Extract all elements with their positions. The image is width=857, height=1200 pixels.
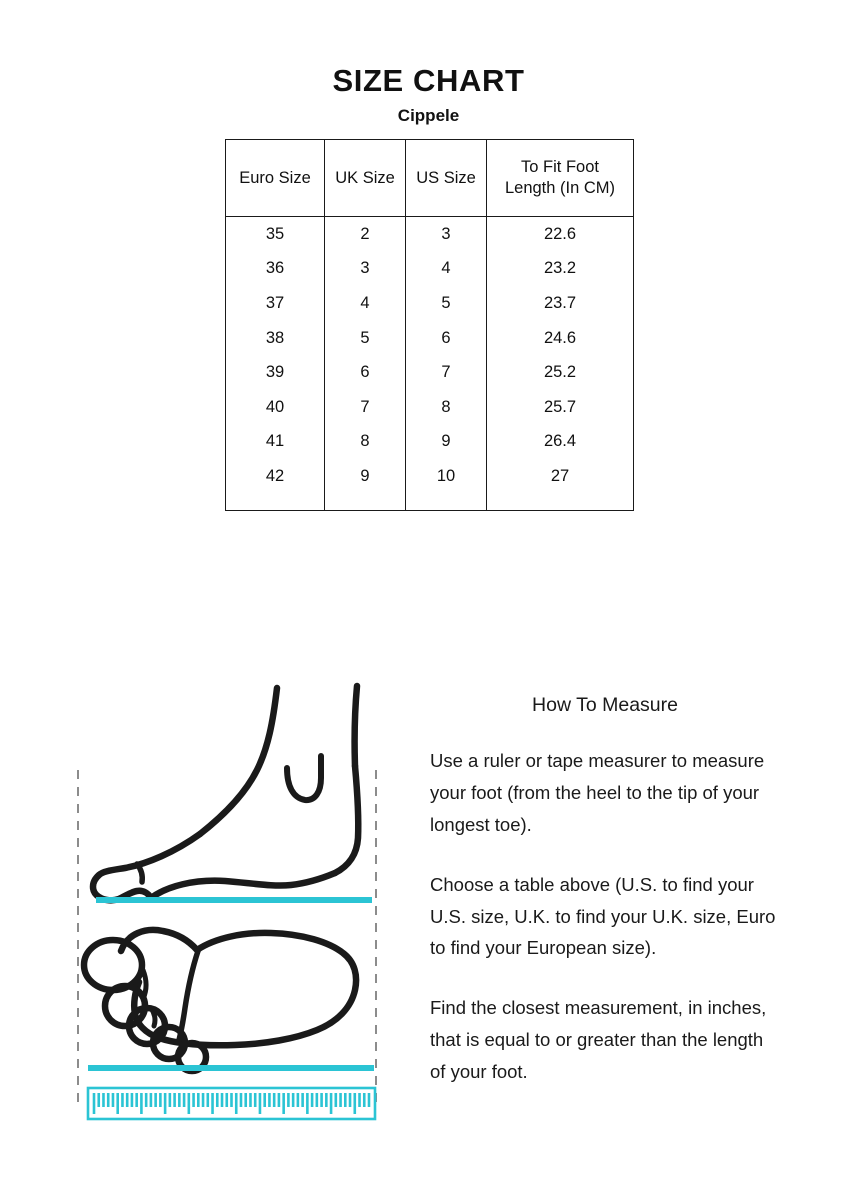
cell-euro-size: 35 [265,224,285,243]
cell-uk-size: 4 [325,286,406,321]
table-header-row [226,140,634,217]
table-row [226,321,634,356]
brand-subtitle: Cippele [397,106,460,126]
table-row [226,425,634,460]
table-row [226,286,634,321]
how-to-measure-paragraph: Find the closest measurement, in inches, that is equal to or greater than the length of your foot. [430,997,767,1082]
cell-uk-size: 2 [325,217,406,252]
column-header-uk-size-label: UK Size [335,168,395,187]
page-title: SIZE CHART [332,63,525,98]
cell-foot-length: 26.4 [487,425,634,460]
cell-us-size: 3 [406,217,487,252]
table-row [226,390,634,425]
cell-foot-length: 23.2 [487,252,634,287]
cell-euro-size: 41 [265,432,285,451]
how-to-measure-paragraph: Choose a table above (U.S. to find your U.S. size, U.K. to find your U.K. size, Euro to find your European size). [430,873,776,959]
cell-us-size: 7 [406,355,487,390]
cell-euro-size: 38 [265,328,285,347]
cell-us-size: 8 [406,390,487,425]
cell-uk-size: 7 [325,390,406,425]
table-row [226,459,634,510]
how-to-measure-section [430,694,780,1088]
size-table-header [225,139,634,217]
cell-uk-size: 9 [325,459,406,510]
cell-us-size: 10 [406,459,487,510]
cell-uk-size: 6 [325,355,406,390]
cell-uk-size: 5 [325,321,406,356]
cell-foot-length: 27 [487,459,634,510]
cell-foot-length: 25.7 [487,390,634,425]
cell-foot-length: 25.2 [487,355,634,390]
cell-us-size: 5 [406,286,487,321]
table-row [226,252,634,287]
foot-measurement-illustration [55,670,400,1140]
cell-foot-length: 22.6 [487,217,634,252]
page-header [0,64,857,126]
cell-foot-length: 23.7 [487,286,634,321]
cell-uk-size: 8 [325,425,406,460]
cell-us-size: 9 [406,425,487,460]
cell-euro-size: 40 [265,397,285,416]
column-header-us-size [406,140,487,217]
table-row [226,355,634,390]
how-to-measure-paragraph: Use a ruler or tape measurer to measure your foot (from the heel to the tip of your longest toe). [430,750,765,836]
foot-bottom-view [84,930,356,1071]
cell-us-size: 4 [406,252,487,287]
size-chart-table [225,139,633,511]
column-header-foot-length-line1: To Fit Foot [521,158,599,177]
cell-foot-length: 24.6 [487,321,634,356]
ruler [88,1088,375,1119]
how-to-measure-heading: How To Measure [532,694,678,716]
size-table-body [225,217,634,511]
column-header-us-size-label: US Size [416,168,476,187]
column-header-euro-size-label: Euro Size [239,168,311,187]
column-header-foot-length [487,140,634,217]
cell-euro-size: 39 [265,363,285,382]
foot-side-view [93,686,358,900]
cell-euro-size: 42 [265,466,285,485]
table-row [226,217,634,252]
column-header-uk-size [325,140,406,217]
column-header-foot-length-line2: Length (In CM) [504,179,616,197]
cell-uk-size: 3 [325,252,406,287]
cell-euro-size: 37 [265,293,285,312]
cell-us-size: 6 [406,321,487,356]
column-header-euro-size [226,140,325,217]
cell-euro-size: 36 [265,259,285,278]
